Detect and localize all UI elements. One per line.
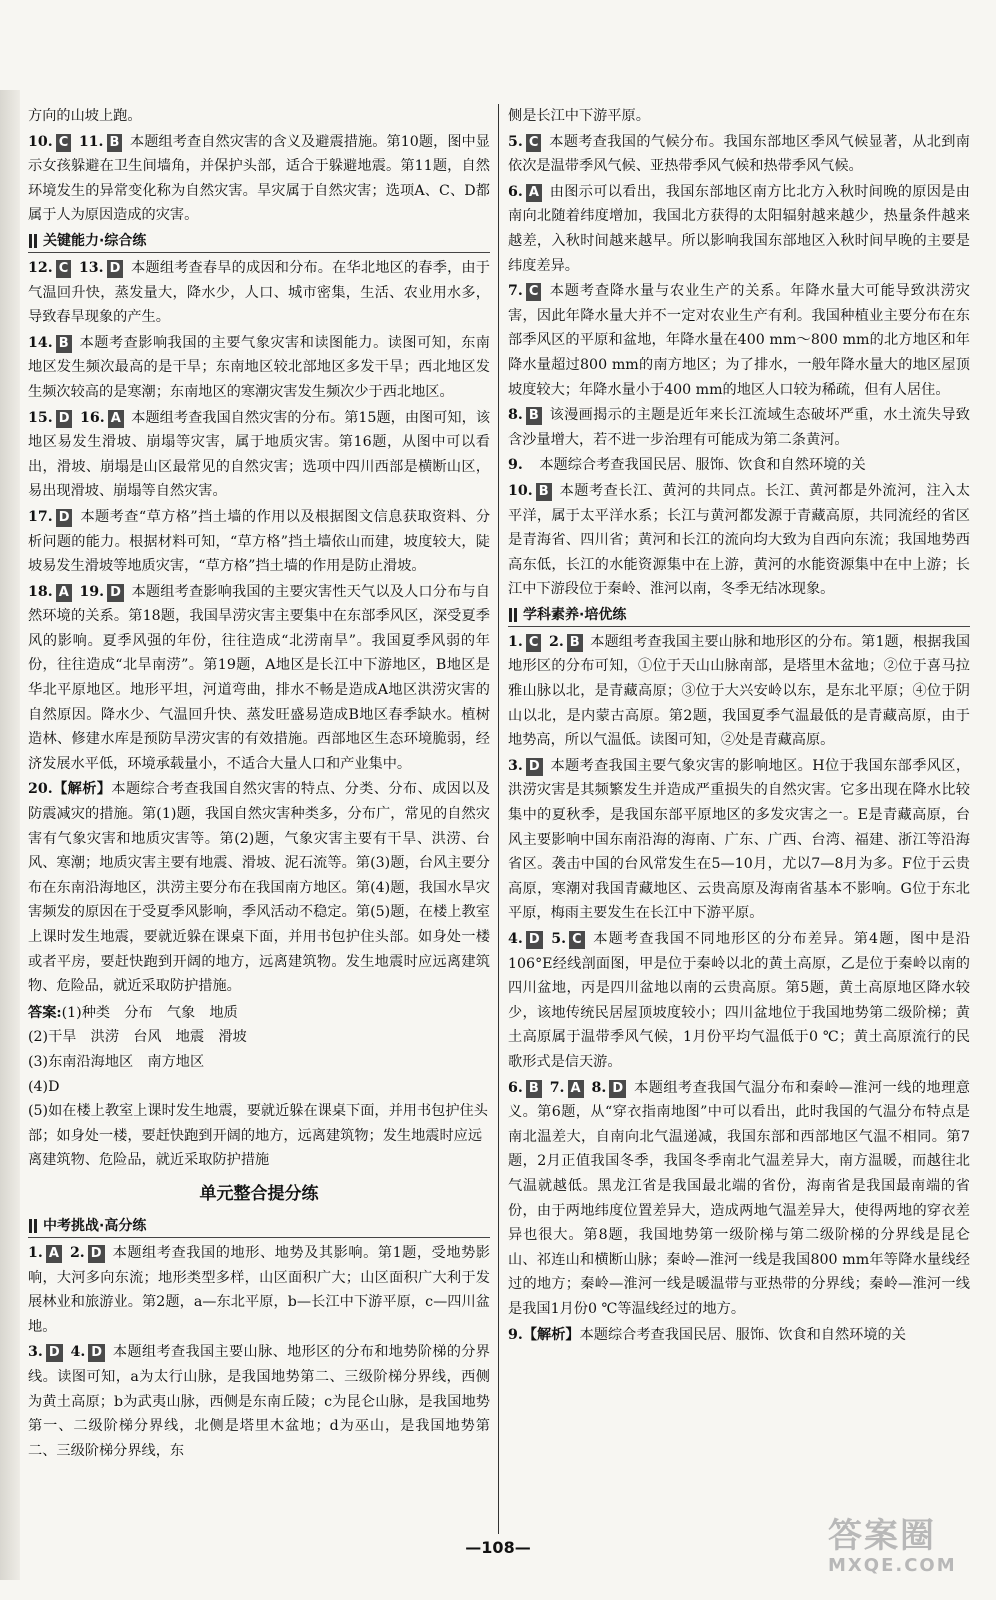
answer-item-20: 20.【解析】本题综合考查我国自然灾害的特点、分类、分布、成因以及防震减灾的措施。第(1)题，我国自然灾害种类多，分布广，常见的自然灾害有气象灾害和地质灾害等。第(2)题，气象灾害主要有干旱、洪涝、台风、寒潮；地质灾害主要有地震、滑坡、泥石流等。第(3)题，台风主要分布在东南沿海地区，洪涝主要分布在我国南方地区。第(4)题，我国水旱灾害频发的原因在于受夏季风影响，季风活动不稳定。第(5)题，在楼上教室上课时发生地震，要就近躲在课桌下面，并用书包护住头部。如身处一楼或者平房，要赶快跑到开阔的地方，远离建筑物。发生地震时应远离建筑物、危险品，就近采取防护措施。 — [28, 781, 490, 995]
section-header-exam-challenge: 中考挑战·高分练 — [28, 1215, 490, 1238]
book-binding-edge — [0, 90, 20, 1580]
answer-item-1-2: 1. C 2. B 本题组考查我国主要山脉和地形区的分布。第1题，根据我国地形区的分布可知，①位于天山山脉南部，是塔里木盆地；②位于喜马拉雅山脉以北，是青藏高原；③位于大兴安岭以东，是东北平原；④位于阴山以北，是内蒙古高原。第2题，我国夏季气温最低的是青藏高原，由于地势高，所以气温低。读图可知，②处是青藏高原。 — [508, 633, 971, 749]
site-watermark: 答案圈 MXQE.COM — [828, 1516, 957, 1576]
answer-box: C — [56, 134, 72, 152]
answer-item-4-5: 4. D 5. C 本题考查我国不同地形区的分布差异。第4题，图中是沿106°E经线剖面图，甲是位于秦岭以北的黄土高原，乙是位于秦岭以南的四川盆地，丙是四川盆地以南的云贵高原。第5题，黄土高原地区降水较少，该地传统民居屋顶坡度较小；四川盆地位于我国地势第二级阶梯；黄土高原属于温带季风气候，1月份平均气温低于0 ℃；黄土高原流行的民歌形式是信天游。 — [508, 931, 971, 1070]
answer-item-9: 9.【解析】本题综合考查我国民居、服饰、饮食和自然环境的关 — [508, 1326, 906, 1343]
answer-item-6: 6. A 由图示可以看出，我国东部地区南方比北方入秋时间晚的原因是由南向北随着纬度增加，我国北方获得的太阳辐射越来越少，热量条件越来越差，入秋时间越来越早。所以影响我国东部地区入秋时间早晚的主要是纬度差异。 — [508, 183, 970, 274]
continued-text: 方向的山坡上跑。 — [28, 108, 142, 124]
answer-item-3: 3. D 本题考查我国主要气象灾害的影响地区。H位于我国东部季风区，洪涝灾害是其频繁发生并造成严重损失的自然灾害。它多出现在降水比较集中的夏秋季，是我国东部平原地区的多发灾害之一。E是青藏高原，台风主要影响中国东南沿海的海南、广东、广西、台湾、福建、浙江等沿海省区。袭击中国的台风常发生在5—10月，尤以7—8月为多。F位于云贵高原，寒潮对我国青藏地区、云贵高原及海南省基本不影响。G位于东北平原，梅雨主要发生在长江中下游平原。 — [508, 757, 971, 922]
answer-item-15-16: 15. D 16. A 本题组考查我国自然灾害的分布。第15题，由图可知，该地区易发生滑坡、崩塌等灾害，属于地质灾害。第16题，从图中可以看出，滑坡、崩塌是山区最常见的自然灾害；选项中四川西部是横断山区，易出现滑坡、崩塌等自然灾害。 — [28, 409, 491, 500]
answer-item-10: 10. B 本题考查长江、黄河的共同点。长江、黄河都是外流河，注入太平洋，属于太平洋水系；长江与黄河都发源于青藏高原，共同流经的省区是青海省、四川省；黄河和长江的流向均大致为自西向东流；我国地势西高东低，长江的水能资源集中在上游，黄河的水能资源集中在中上游；长江中下游段位于秦岭、淮河以南，冬季无结冰现象。 — [508, 482, 970, 598]
right-column — [508, 104, 970, 1348]
answer-item-3-4: 3. D 4. D 本题组考查我国主要山脉、地形区的分布和地势阶梯的分界线。读图可知，a为太行山脉，是我国地势第二、三级阶梯分界线，西侧为黄土高原；b为武夷山脉，西侧是东南丘陵；c为昆仑山脉，是我国地势第一、二级阶梯分界线，北侧是塔里木盆地；d为巫山，是我国地势第二、三级阶梯分界线，东 — [28, 1344, 490, 1459]
answer-item-7: 7. C 本题考查降水量与农业生产的关系。年降水量大可能导致洪涝灾害，因此年降水量大并不一定对农业生产有利。我国种植业主要分布在东部季风区的平原和盆地，年降水量在400 mm～800 mm的北方地区和年降水量超过800 mm的南方地区；为了排水，一般年降水量大的地区屋顶坡度较大；年降水量小于400 mm的地区人口较为稀疏，但有人居住。 — [508, 283, 970, 398]
answer-item-18-19: 18. A 19. D 本题组考查影响我国的主要灾害性天气以及人口分布与自然环境的关系。第18题，我国旱涝灾害主要集中在东部季风区，深受夏季风的影响。夏季风强的年份，往往造成“北涝南旱”。我国夏季风弱的年份，往往造成“北旱南涝”。第19题，A地区是长江中下游地区，B地区是华北平原地区。地形平坦，河道弯曲，排水不畅是造成A地区洪涝灾害的自然原因。降水少、气温回升快、蒸发旺盛易造成B地区春季缺水。植树造林、修建水库是预防旱涝灾害的有效措施。西部地区生态环境脆弱，经济发展水平低，环境承载量小，不适合大量人口和产业集中。 — [28, 583, 490, 772]
page-number: —108— — [465, 1538, 531, 1557]
answer-box: B — [107, 134, 123, 152]
answer-item-1-2: 1. A 2. D 本题组考查我国的地形、地势及其影响。第1题，受地势影响，大河多向东流；地形类型多样，山区面积广大；山区面积广大利于发展林业和旅游业。第2题，a—东北平原，b—长江中下游平原，c—四川盆地。 — [28, 1244, 490, 1335]
answer-item-17: 17. D 本题考查“草方格”挡土墙的作用以及根据图文信息获取资料、分析问题的能力。根据材料可知，“草方格”挡土墙依山而建，坡度较大，陡坡易发生滑坡等地质灾害，“草方格”挡土墙的作用是防止滑坡。 — [28, 508, 491, 575]
unit-title: 单元整合提分练 — [199, 1183, 319, 1204]
answer-item-8: 8. B 该漫画揭示的主题是近年来长江流域生态破坏严重，水土流失导致含沙量增大，若不进一步治理有可能成为第二条黄河。 — [508, 407, 970, 448]
answer-item-9: 9. 本题综合考查我国民居、服饰、饮食和自然环境的关 — [508, 457, 866, 474]
answer-item-14: 14. B 本题考查影响我国的主要气象灾害和读图能力。读图可知，东南地区发生频次最高的是干旱；东南地区较北部地区多发干旱；西北地区发生频次较高的是寒潮；东南地区的寒潮灾害发生频次少于西北地区。 — [28, 334, 490, 400]
answer-item-12-13: 12. C 13. D 本题组考查春旱的成因和分布。在华北地区的春季，由于气温回升快，蒸发量大，降水少，人口、城市密集，生活、农业用水多，导致春旱现象的产生。 — [28, 259, 490, 326]
answer-list: 答案:(1)种类 分布 气象 地质 (2)干旱 洪涝 台风 地震 滑坡 (3)东南沿海地区 南方地区 (4)D (5)如在楼上教室上课时发生地震，要就近躲在课桌下面，并用书包护住头部；如身处一楼，要赶快跑到开阔的地方，远离建筑物；发生地震时应远离建筑物、危险品，就近采取防护措施 — [28, 1004, 488, 1169]
continued-text: 侧是长江中下游平原。 — [508, 108, 650, 124]
answer-item-6-8: 6. B 7. A 8. D 本题组考查我国气温分布和秦岭—淮河一线的地理意义。第6题，从“穿衣指南地图”中可以看出，此时我国的气温分布特点是南北温差大，自南向北气温递减，我国东部和西部地区气温不相同。第7题，2月正值我国冬季，我国冬季南北气温差异大，南方温暖，而越往北气温就越低。黑龙江省是我国最北端的省份，海南省是我国最南端的省份，由于两地纬度位置差异大，造成两地气温差异大，使得两地的穿衣差异也很大。第8题，我国地势第一级阶梯与第二级阶梯的分界线是昆仑山、祁连山和横断山脉；秦岭—淮河一线是我国800 mm年等降水量线经过的地方；秦岭—淮河一线是暖温带与亚热带的分界线；秦岭—淮河一线是我国1月份0 ℃等温线经过的地方。 — [508, 1079, 970, 1317]
section-header-key-ability: 关键能力·综合练 — [28, 230, 490, 253]
answer-item-10-11: 10. C 11. B 本题组考查自然灾害的含义及避震措施。第10题，图中显示女孩躲避在卫生间墙角，并保护头部，适合于躲避地震。第11题，自然环境发生的异常变化称为自然灾害。旱灾属于自然灾害；选项A、C、D都属于人为原因造成的灾害。 — [28, 133, 490, 224]
column-divider — [498, 104, 499, 1534]
answer-item-5: 5. C 本题考查我国的气候分布。我国东部地区季风气候显著，从北到南依次是温带季风气候、亚热带季风气候和热带季风气候。 — [508, 133, 970, 175]
section-header-subject-literacy: 学科素养·培优练 — [508, 604, 970, 627]
left-column — [28, 104, 490, 1464]
